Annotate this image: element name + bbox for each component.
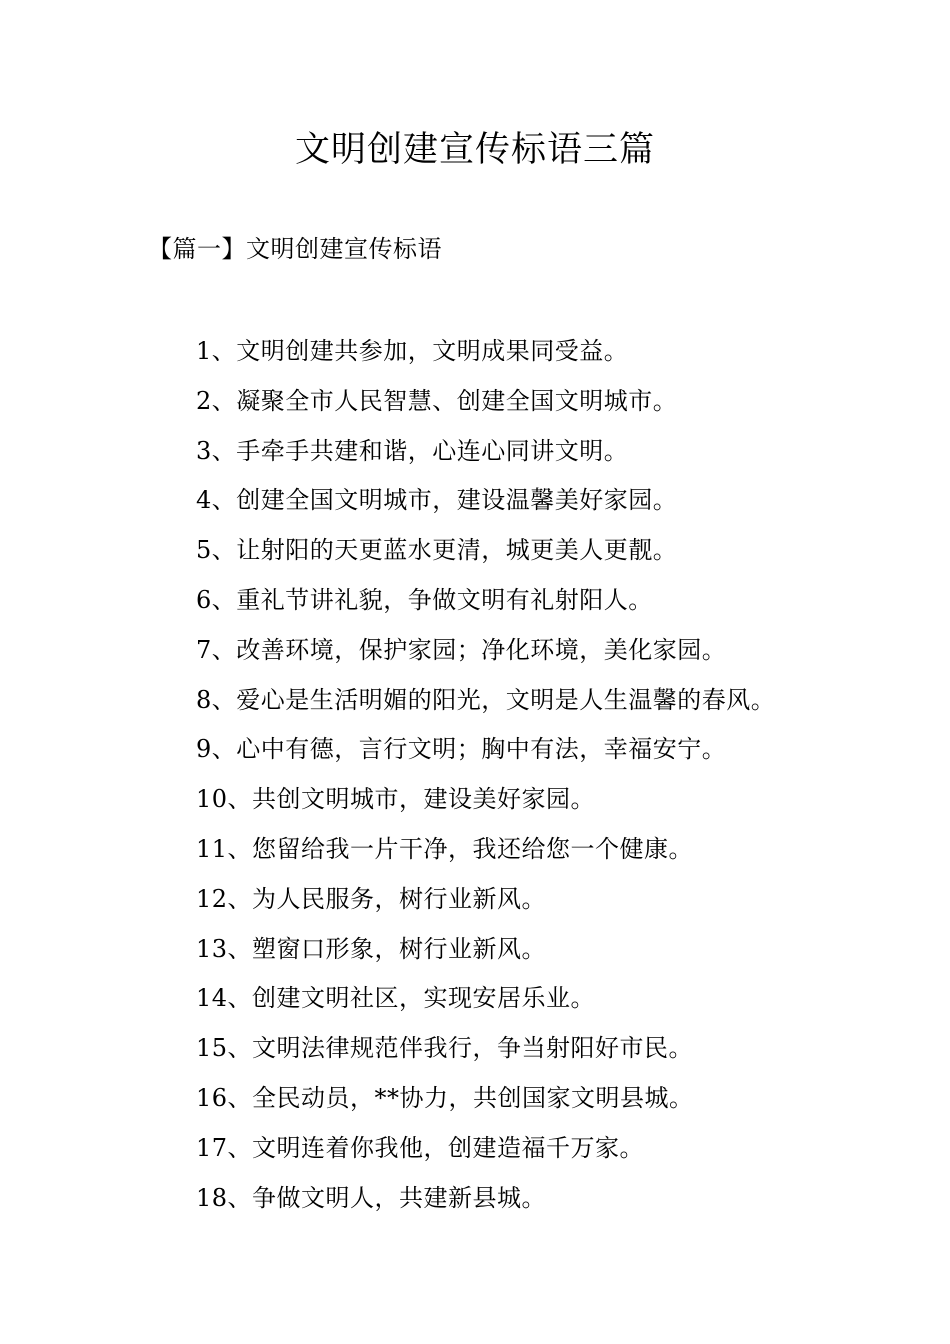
slogan-item: 14、创建文明社区，实现安居乐业。: [196, 984, 596, 1013]
slogan-item: 13、塑窗口形象，树行业新风。: [196, 934, 547, 963]
slogan-item: 1、文明创建共参加，文明成果同受益。: [196, 337, 629, 365]
slogan-item: 11、您留给我一片干净，我还给您一个健康。: [196, 834, 694, 863]
slogan-item: 12、为人民服务，树行业新风。: [196, 884, 547, 913]
slogan-item: 3、手牵手共建和谐，心连心同讲文明。: [196, 436, 629, 465]
slogan-item: 18、争做文明人，共建新县城。: [196, 1183, 547, 1212]
slogan-item: 7、改善环境，保护家园；净化环境，美化家园。: [196, 635, 727, 664]
slogan-list: [196, 329, 775, 1225]
slogan-item: 6、重礼节讲礼貌，争做文明有礼射阳人。: [196, 585, 653, 614]
slogan-item: 2、凝聚全市人民智慧、创建全国文明城市。: [196, 386, 678, 415]
slogan-item: 4、创建全国文明城市，建设温馨美好家园。: [196, 486, 678, 515]
slogan-item: 8、爱心是生活明媚的阳光，文明是人生温馨的春风。: [196, 685, 776, 714]
section-heading: 【篇一】文明创建宣传标语: [148, 235, 442, 263]
slogan-item: 17、文明连着你我他，创建造福千万家。: [196, 1133, 645, 1162]
document-title: 文明创建宣传标语三篇: [294, 130, 655, 170]
slogan-item: 15、文明法律规范伴我行，争当射阳好市民。: [196, 1034, 694, 1063]
slogan-item: 9、心中有德，言行文明；胸中有法，幸福安宁。: [196, 735, 727, 764]
slogan-item: 5、让射阳的天更蓝水更清，城更美人更靓。: [196, 536, 678, 565]
slogan-item: 10、共创文明城市，建设美好家园。: [196, 785, 596, 814]
slogan-item: 16、全民动员，**协力，共创国家文明县城。: [196, 1083, 694, 1112]
